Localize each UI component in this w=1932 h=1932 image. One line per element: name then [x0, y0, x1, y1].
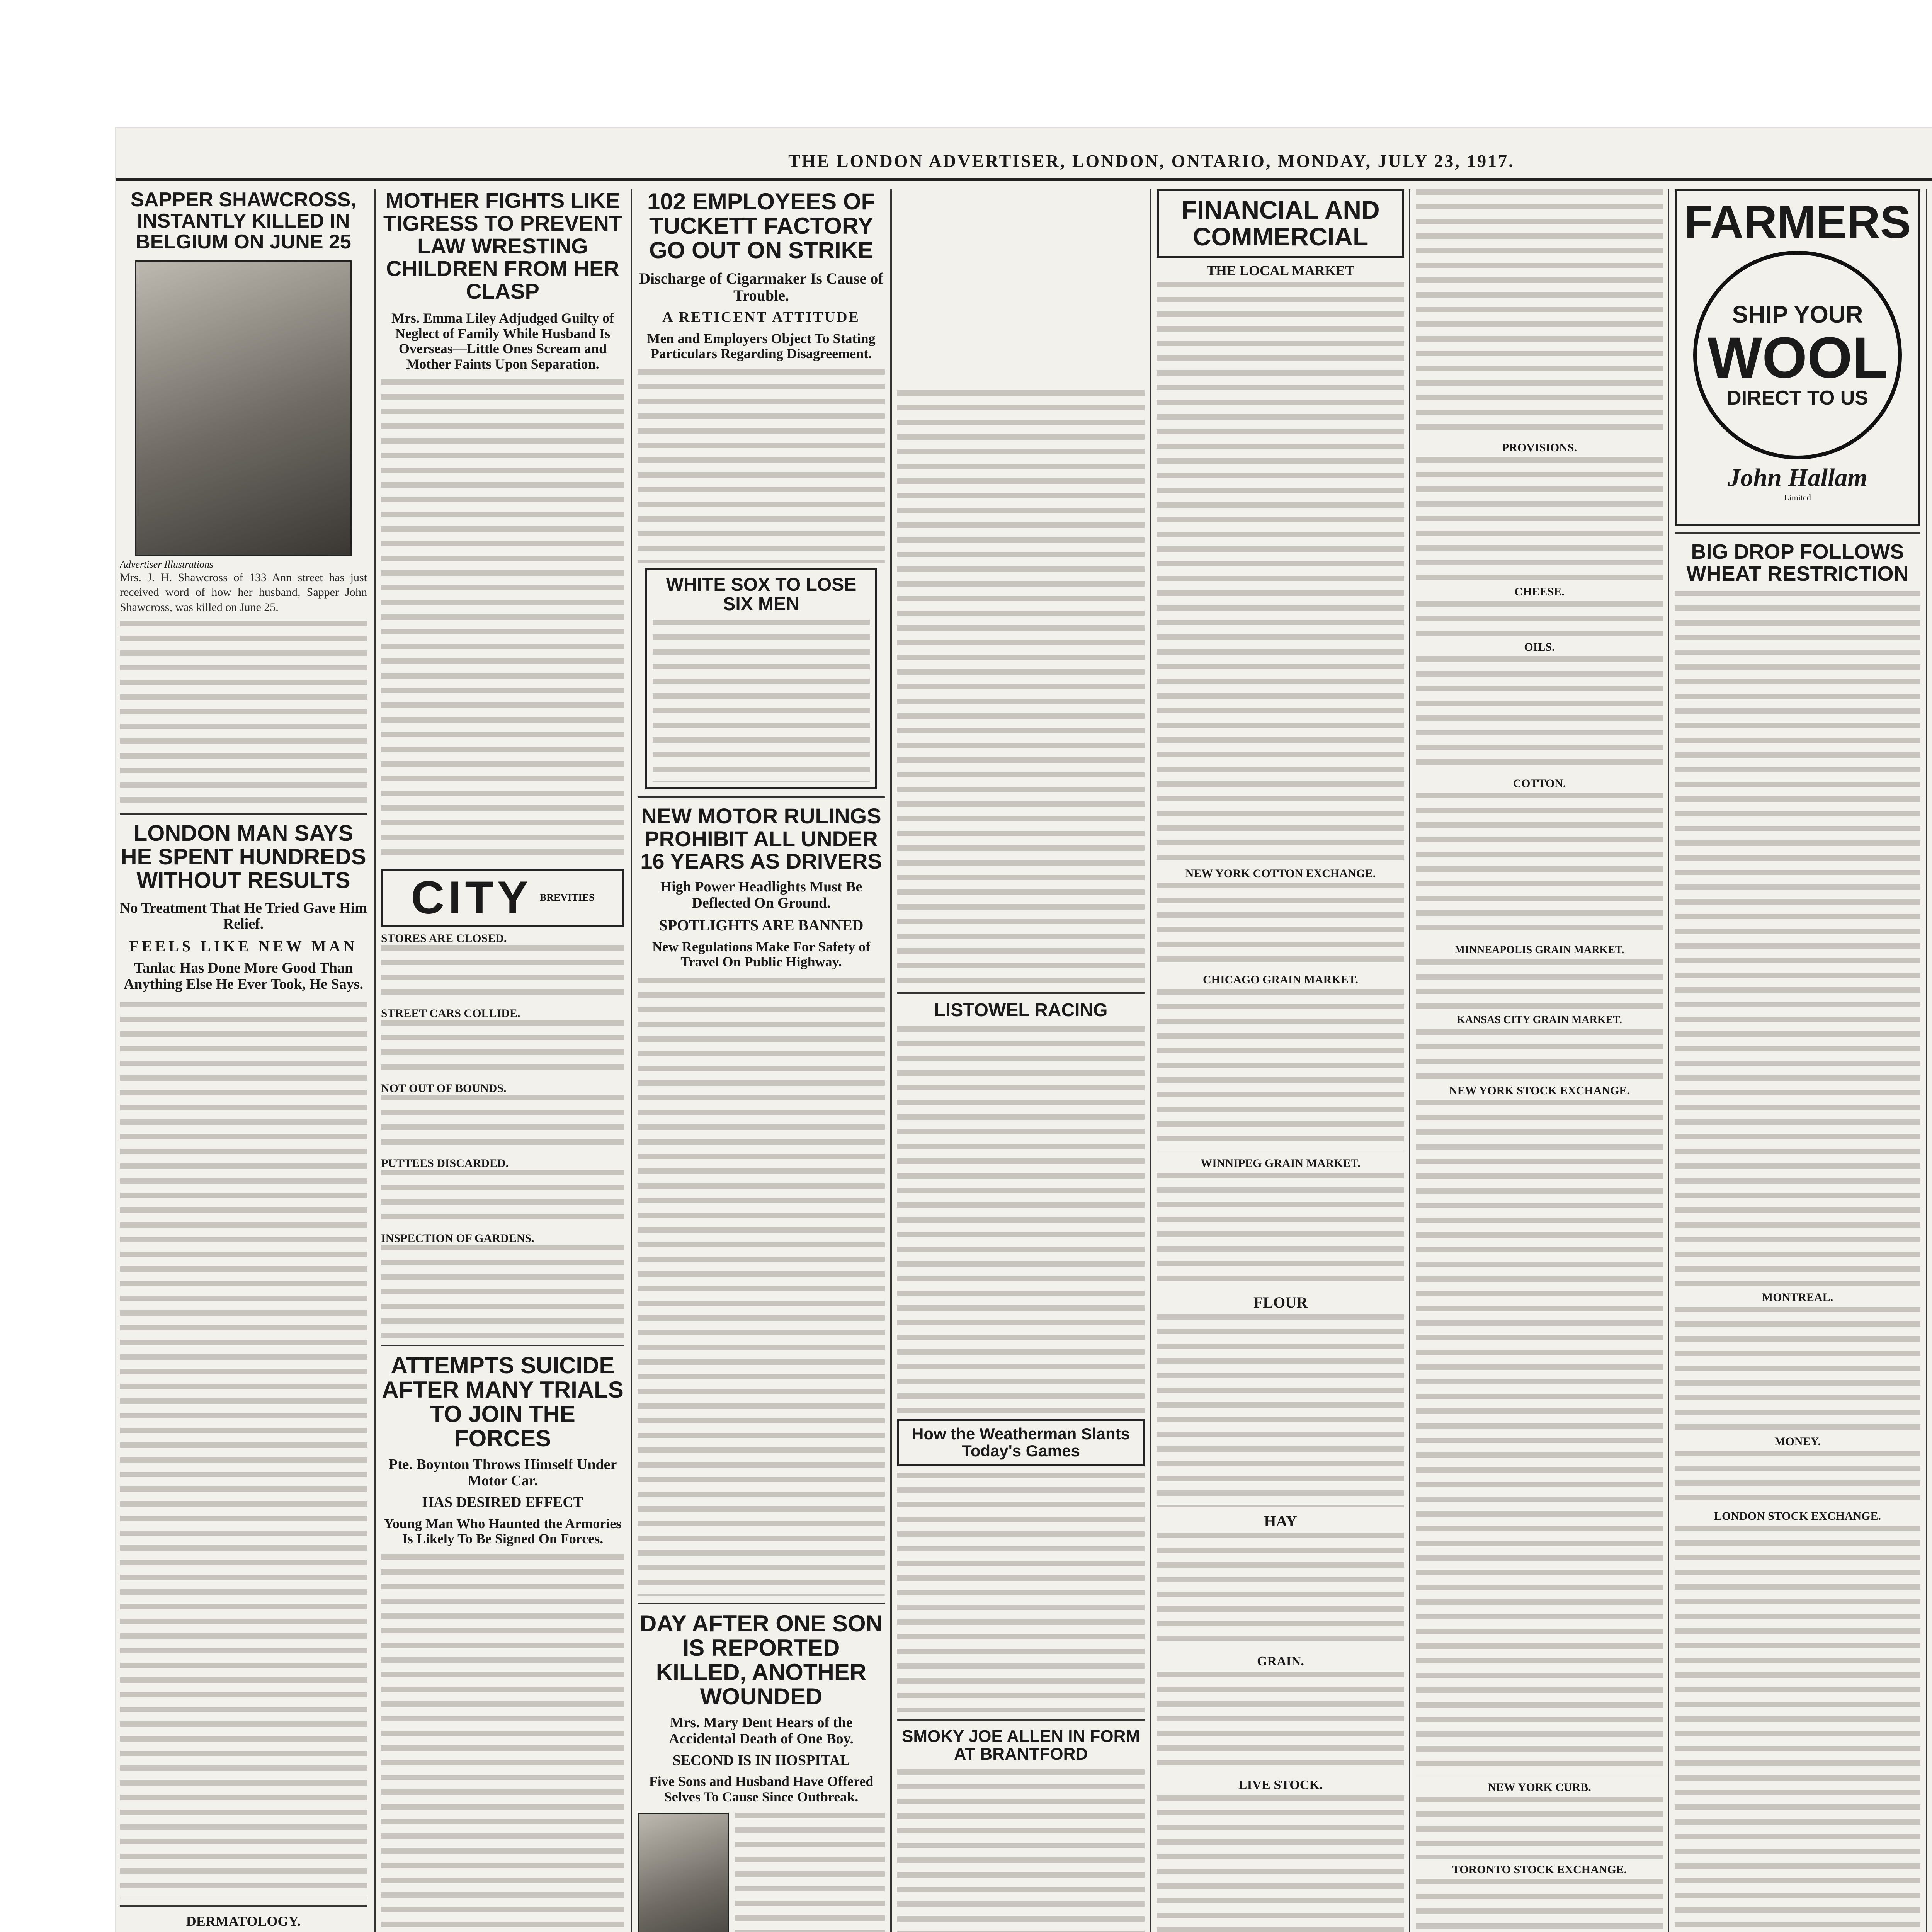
race-results [897, 1026, 1145, 1413]
league-listings [897, 1473, 1145, 1712]
stock-table [1416, 1797, 1663, 1859]
article-body [897, 1769, 1145, 1932]
white-sox-box [645, 568, 877, 789]
brevity-head: NOT OUT OF BOUNDS. [381, 1082, 507, 1095]
market-heading: OILS. [1524, 641, 1555, 653]
column-1 [120, 189, 367, 1932]
logo-city: CITY [411, 872, 532, 924]
market-heading: COTTON. [1513, 777, 1566, 790]
brevity-head: PUTTEES DISCARDED. [381, 1157, 509, 1170]
market-report [1675, 1451, 1920, 1505]
market-table [1157, 883, 1404, 968]
brevity-head: STORES ARE CLOSED. [381, 932, 507, 945]
market-heading: NEW YORK STOCK EXCHANGE. [1449, 1084, 1630, 1097]
emblem-wool: WOOL [1707, 325, 1888, 390]
headline-smoky-joe: SMOKY JOE ALLEN IN FORM AT BRANTFORD [901, 1726, 1140, 1764]
box-headline: WHITE SOX TO LOSE SIX MEN [666, 574, 857, 615]
column-rule [374, 189, 376, 1932]
market-heading: LONDON STOCK EXCHANGE. [1714, 1510, 1881, 1523]
deck: Pte. Boynton Throws Himself Under Motor Car. [388, 1456, 617, 1489]
market-heading: KANSAS CITY GRAIN MARKET. [1457, 1014, 1622, 1026]
market-table [1157, 1173, 1404, 1289]
market-heading: GRAIN. [1257, 1654, 1304, 1669]
column-rule [1926, 189, 1927, 1932]
market-report [1157, 1672, 1404, 1772]
deck: Discharge of Cigarmaker Is Cause of Trouble. [639, 270, 883, 304]
brevity-text [381, 1095, 624, 1153]
column-rule [631, 189, 632, 1932]
running-head [116, 151, 1932, 181]
market-heading: FLOUR [1253, 1294, 1308, 1311]
emblem-line: SHIP YOUR [1732, 301, 1863, 328]
deck: Five Sons and Husband Have Offered Selves To Cause Since Outbreak. [649, 1774, 874, 1804]
financial-banner [1157, 189, 1404, 258]
ad-brand: John Hallam [1728, 464, 1867, 492]
box-text [653, 620, 870, 782]
weather-box [897, 1419, 1145, 1466]
classified-heading: DERMATOLOGY. [186, 1913, 301, 1929]
headline-tuckett: 102 EMPLOYEES OF TUCKETT FACTORY GO OUT ON STRIKE [647, 189, 876, 263]
section-title: FINANCIAL AND COMMERCIAL [1181, 196, 1380, 251]
headline-shawcross: SAPPER SHAWCROSS, INSTANTLY KILLED IN BELGIUM ON JUNE 25 [131, 189, 356, 253]
article-body [735, 1813, 885, 1932]
market-report [1416, 1029, 1663, 1080]
headline-mother: MOTHER FIGHTS LIKE TIGRESS TO PREVENT LAW WRESTING CHILDREN FROM HER CLASP [383, 189, 622, 304]
article-body [638, 369, 885, 563]
market-heading: PROVISIONS. [1502, 441, 1577, 454]
column-4 [897, 189, 1145, 1932]
article-body [120, 621, 367, 806]
article-body [381, 379, 624, 862]
market-report [1416, 656, 1663, 772]
headline-motor: NEW MOTOR RULINGS PROHIBIT ALL UNDER 16 YEARS AS DRIVERS [640, 803, 882, 874]
market-heading: MONEY. [1774, 1435, 1821, 1448]
city-brevities-logo [381, 869, 624, 927]
deck: Young Man Who Haunted the Armories Is Likely To Be Signed On Forces. [384, 1515, 622, 1547]
photo-credit: Advertiser Illustrations [120, 558, 213, 570]
column-5 [1157, 189, 1404, 1932]
market-report [1157, 1533, 1404, 1649]
market-heading: CHICAGO GRAIN MARKET. [1203, 973, 1358, 986]
masthead-line: THE LONDON ADVERTISER, LONDON, ONTARIO, MONDAY, JULY 23, 1917. [788, 151, 1515, 171]
deck: FEELS LIKE NEW MAN [129, 937, 358, 955]
article-body [638, 978, 885, 1596]
ad-brand-sub: Limited [1784, 493, 1811, 502]
column-rule [890, 189, 892, 1932]
wool-emblem [1693, 251, 1902, 459]
market-report [1157, 1314, 1404, 1507]
market-report [1416, 793, 1663, 940]
brevity-text [381, 1020, 624, 1078]
deck: SECOND IS IN HOSPITAL [672, 1752, 850, 1769]
market-heading: THE LOCAL MARKET [1206, 262, 1355, 278]
newspaper-page [116, 128, 1932, 1932]
box-headline: How the Weatherman Slants Today's Games [912, 1425, 1130, 1460]
deck: Tanlac Has Done More Good Than Anything Else He Ever Took, He Says. [123, 960, 364, 993]
deck: A RETICENT ATTITUDE [662, 309, 860, 325]
market-heading: NEW YORK COTTON EXCHANGE. [1185, 867, 1376, 880]
market-report [1157, 282, 1404, 862]
market-report [1675, 1307, 1920, 1430]
deck: High Power Headlights Must Be Deflected On Ground. [660, 879, 862, 911]
emblem-line: DIRECT TO US [1727, 386, 1868, 409]
deck: New Regulations Make For Safety of Travel On Public Highway. [652, 939, 871, 970]
article-body [381, 1554, 624, 1932]
market-report [1416, 457, 1663, 581]
stock-table [1416, 1879, 1663, 1932]
column-6 [1416, 189, 1663, 1932]
article-body [897, 390, 1145, 985]
column-3 [638, 189, 885, 1932]
market-heading: LIVE STOCK. [1238, 1777, 1323, 1792]
column-rule [1668, 189, 1669, 1932]
deck: Mrs. Emma Liley Adjudged Guilty of Neglect of Family While Husband Is Overseas—Little Ones Scream and Mother Faints Upon Separation. [391, 310, 614, 372]
headline-dent: DAY AFTER ONE SON IS REPORTED KILLED, ANOTHER WOUNDED [640, 1610, 883, 1709]
stock-table [1416, 1100, 1663, 1776]
soldier-photo [638, 1813, 729, 1932]
brevities-list [381, 932, 624, 1338]
column-rule [1150, 189, 1151, 1932]
portrait-photo [135, 260, 352, 556]
market-heading: MINNEAPOLIS GRAIN MARKET. [1454, 944, 1624, 956]
deck: Men and Employers Object To Stating Particulars Regarding Disagreement. [647, 330, 876, 362]
brevity-text [381, 945, 624, 1003]
logo-brevities: BREVITIES [539, 892, 595, 903]
market-table [1157, 989, 1404, 1151]
market-report [1416, 959, 1663, 1010]
deck: Mrs. Mary Dent Hears of the Accidental Death of One Boy. [668, 1714, 854, 1747]
headline-suicide: ATTEMPTS SUICIDE AFTER MANY TRIALS TO JOIN THE FORCES [382, 1352, 624, 1452]
market-heading: CHEESE. [1514, 585, 1565, 598]
brevity-text [381, 1170, 624, 1228]
market-heading: WINNIPEG GRAIN MARKET. [1201, 1157, 1361, 1170]
deck: HAS DESIRED EFFECT [422, 1494, 583, 1510]
market-report [1416, 601, 1663, 636]
brevity-head: STREET CARS COLLIDE. [381, 1007, 520, 1020]
market-heading: MONTREAL. [1762, 1291, 1833, 1304]
article-lead: Mrs. J. H. Shawcross of 133 Ann street has just received word of how her husband, Sapper John Shawcross, was killed on June 25. [120, 571, 367, 614]
market-report [1157, 1795, 1404, 1932]
headline-london-man: LONDON MAN SAYS HE SPENT HUNDREDS WITHOUT RESULTS [121, 820, 366, 893]
deck: SPOTLIGHTS ARE BANNED [659, 916, 864, 934]
market-report [1416, 189, 1663, 437]
column-rule [1409, 189, 1410, 1932]
stock-table [1675, 1526, 1920, 1932]
market-heading: NEW YORK CURB. [1488, 1781, 1591, 1794]
article-body [120, 1002, 367, 1898]
headline-listowel: LISTOWEL RACING [934, 1000, 1108, 1020]
market-heading: HAY [1264, 1512, 1297, 1530]
brevity-head: INSPECTION OF GARDENS. [381, 1232, 534, 1245]
article-body [1675, 591, 1920, 1286]
column-2 [381, 189, 624, 1932]
hallam-wool-ad [1675, 189, 1920, 526]
headline-wheat: BIG DROP FOLLOWS WHEAT RESTRICTION [1686, 540, 1909, 585]
ad-title: FARMERS [1684, 196, 1911, 248]
deck: No Treatment That He Tried Gave Him Relief. [120, 900, 367, 932]
column-7 [1675, 189, 1920, 1932]
brevity-text [381, 1245, 624, 1338]
market-heading: TORONTO STOCK EXCHANGE. [1452, 1863, 1627, 1876]
